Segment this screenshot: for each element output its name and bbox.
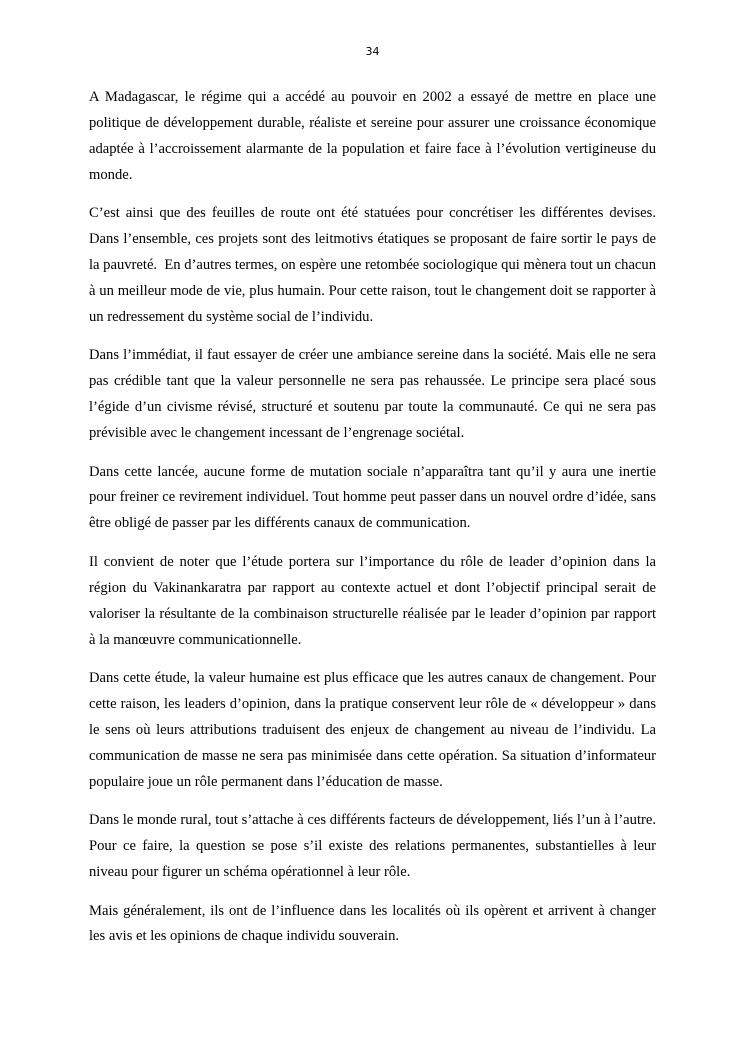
page-number: 34 [365,45,380,58]
paragraph-valeur-humaine: Dans cette étude, la valeur humaine est plus efficace que les autres canaux de changement. Pour cette raison, les leaders d’opinion, dans la pratique conservent leur rôle de « développeur » dans le sens où leurs attributions traduisent des enjeux de changement au niveau de l’individu. La communication de masse ne sera pas minimisée dans cette opération. Sa situation d’informateur populaire joue un rôle permanent dans l’éducation de masse. [89,670,660,790]
paragraph-mutation-sociale: Dans cette lancée, aucune forme de mutation sociale n’apparaîtra tant qu’il y aura une inertie pour freiner ce revirement individuel. Tout homme peut passer dans un nouvel ordre d’idée, sans être obligé de passer par les différents canaux de communication. [89,463,660,532]
paragraph-ambiance-sereine: Dans l’immédiat, il faut essayer de créer une ambiance sereine dans la société. Mais elle ne sera pas crédible tant que la valeur personnelle ne sera pas rehaussée. Le principe sera placé sous l’égide d’un civisme révisé, structuré et soutenu par toute la communauté. Ce qui ne sera pas prévisible avec le changement incessant de l’engrenage sociétal. [89,347,660,442]
document-body [89,85,660,963]
paragraph-objectif-etude: Il convient de noter que l’étude portera sur l’importance du rôle de leader d’opinion dans la région du Vakinankaratra par rapport au contexte actuel et dont l’objectif principal serait de valoriser la résultante de la combinaison structurelle réalisée par le leader d’opinion par rapport à la manœuvre communicationnelle. [89,553,660,648]
paragraph-madagascar-regime: A Madagascar, le régime qui a accédé au pouvoir en 2002 a essayé de mettre en place une politique de développement durable, réaliste et sereine pour assurer une croissance économique adaptée à l’accroissement alarmante de la population et faire face à l’évolution vertigineuse du monde. [89,89,660,183]
paragraph-feuilles-de-route: C’est ainsi que des feuilles de route ont été statuées pour concrétiser les différentes devises. Dans l’ensemble, ces projets sont des leitmotivs étatiques se proposant de faire sortir le pays de la pauvreté. En d’autres termes, on espère une retombée sociologique qui mènera tout un chacun à un meilleur mode de vie, plus humain. Pour cette raison, tout le changement doit se rapporter à un redressement du système social de l’individu. [89,205,660,325]
paragraph-monde-rural: Dans le monde rural, tout s’attache à ces différents facteurs de développement, liés l’un à l’autre. Pour ce faire, la question se pose s’il existe des relations permanentes, substantielles à leur niveau pour figurer un schéma opérationnel à leur rôle. [89,812,660,881]
paragraph-influence-localites: Mais généralement, ils ont de l’influence dans les localités où ils opèrent et arrivent à changer les avis et les opinions de chaque individu souverain. [89,902,660,945]
